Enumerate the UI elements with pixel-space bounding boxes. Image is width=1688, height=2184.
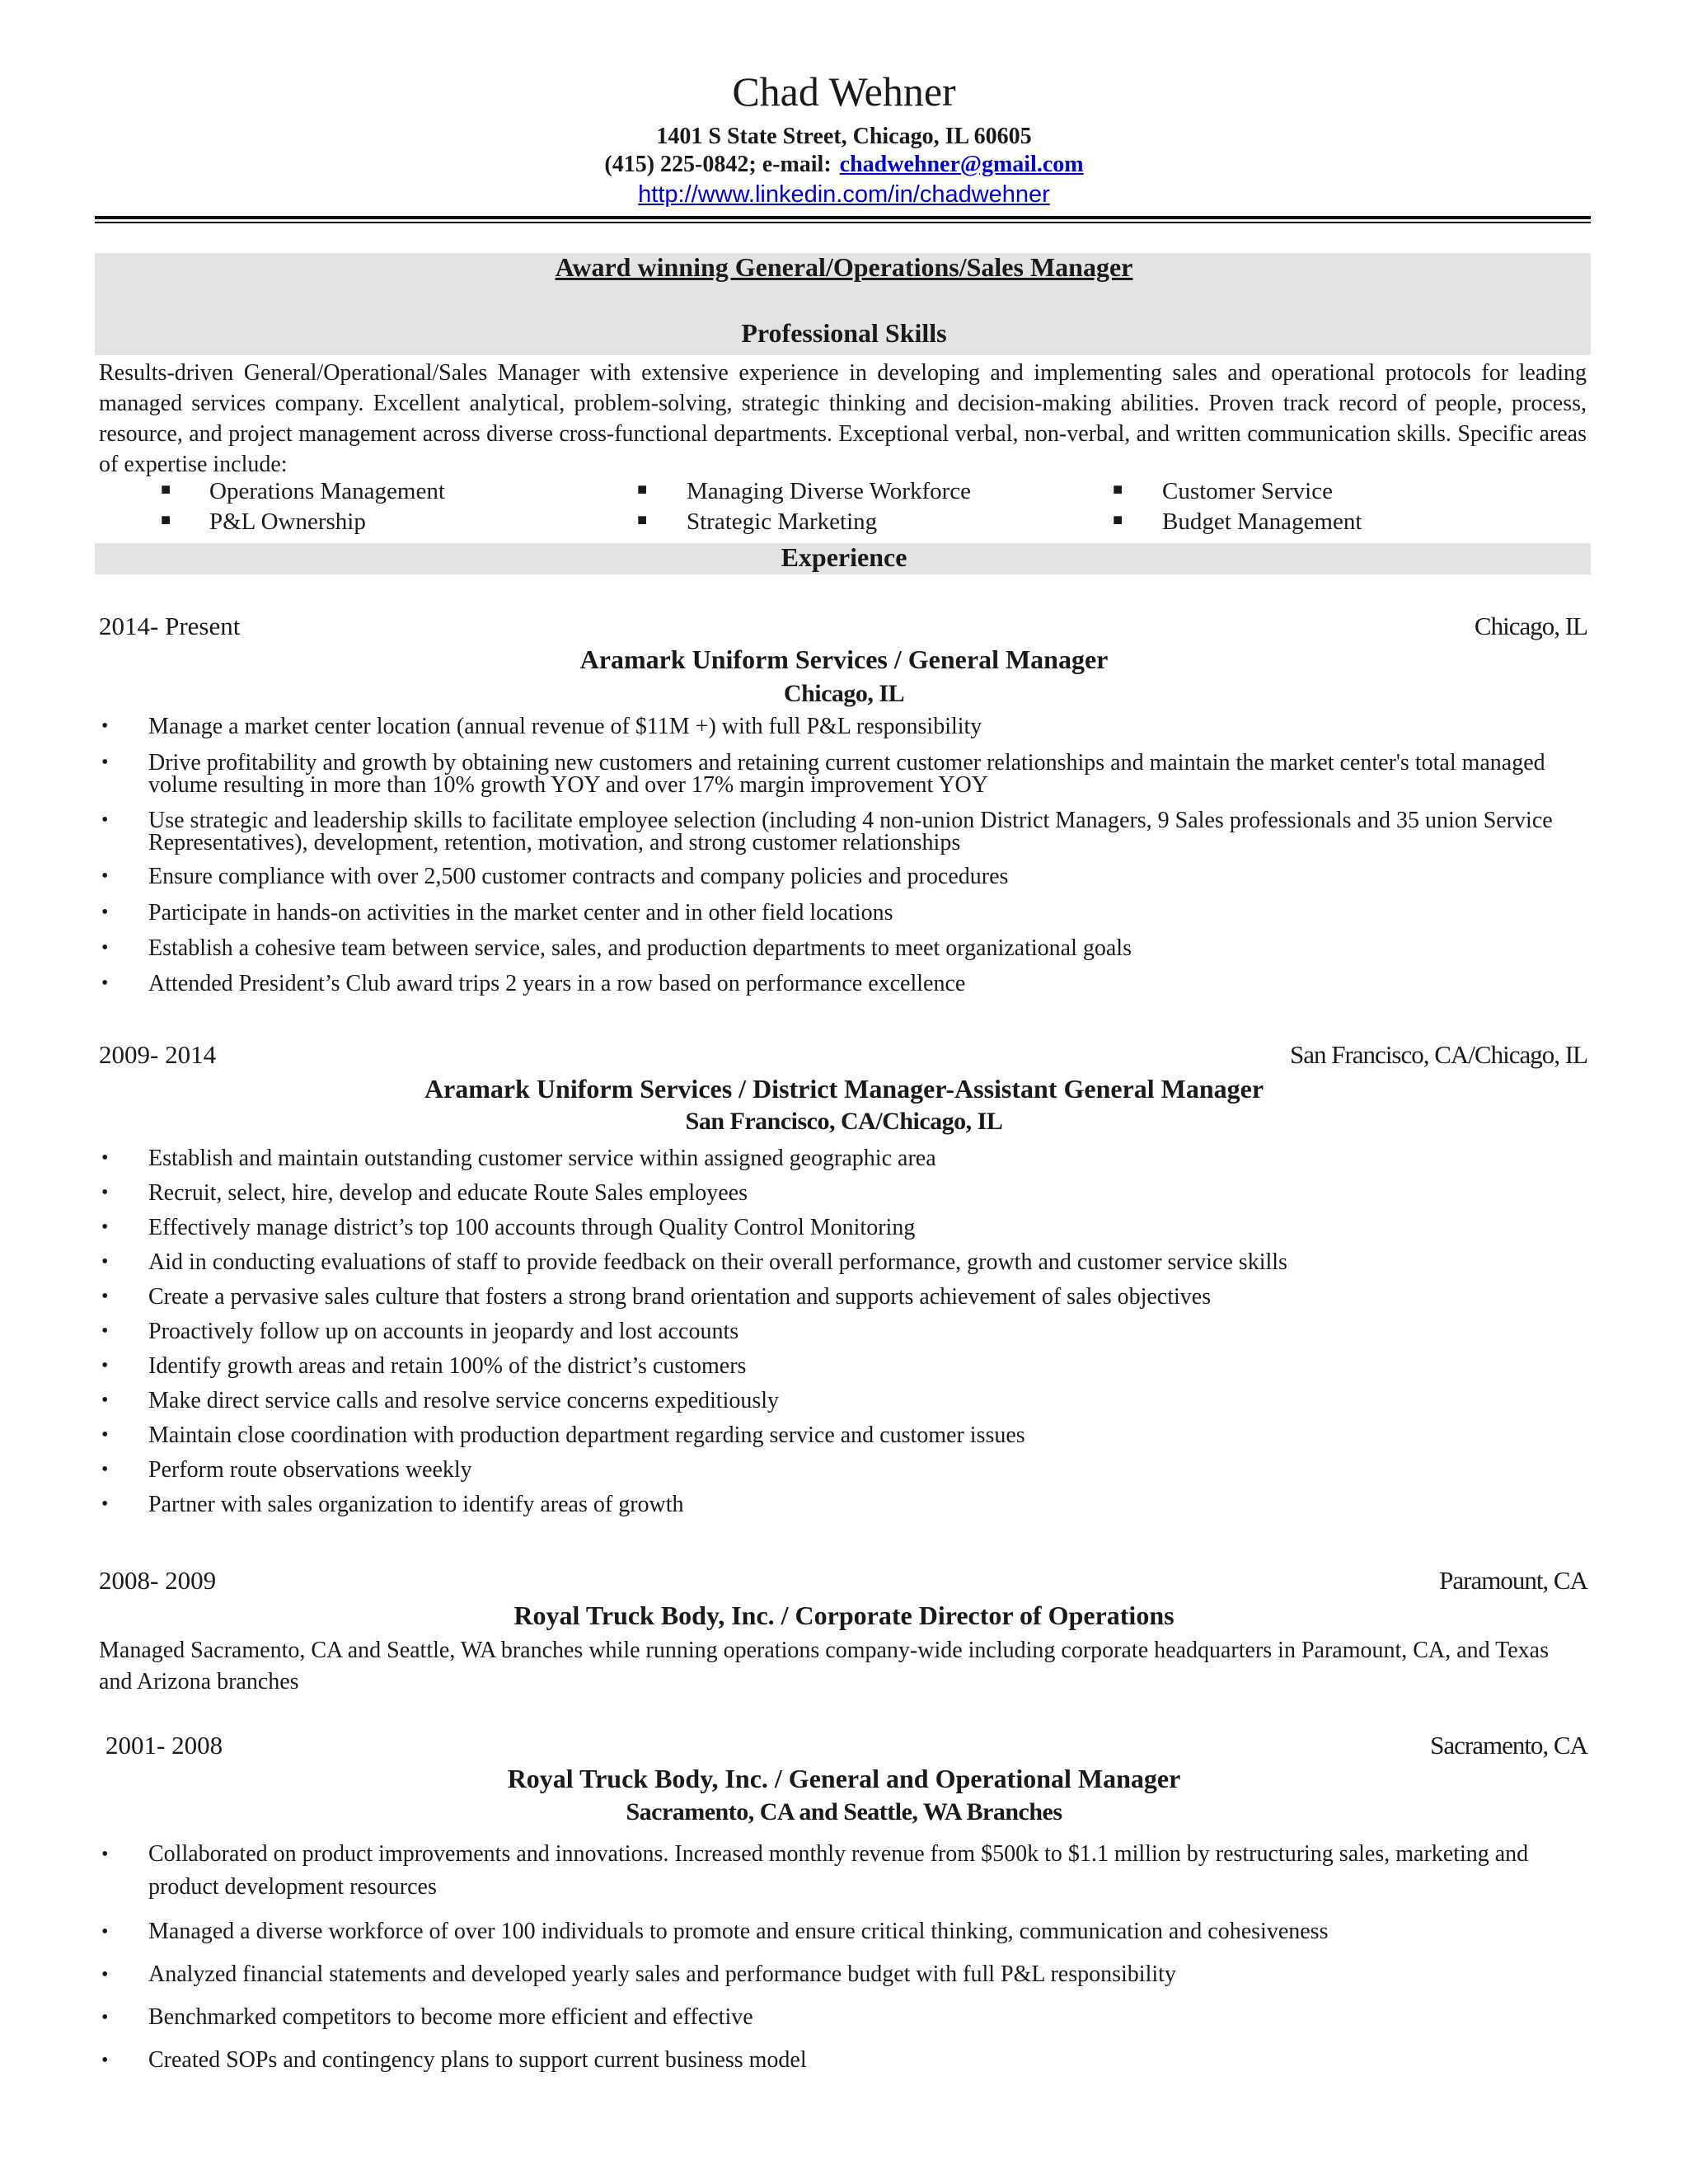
list-item: • Managed a diverse workforce of over 100 individuals to promote and ensure critical thinking, communication and cohesiveness xyxy=(148,1915,1587,1948)
job-location: Paramount, CA xyxy=(1439,1566,1587,1595)
phone: (415) 225-0842; e-mail: xyxy=(604,152,832,177)
list-item: • Perform route observations weekly xyxy=(101,1457,472,1483)
skills-section-title: Professional Skills xyxy=(741,318,947,348)
square-bullet-icon: ■ xyxy=(161,511,171,529)
bullet-icon: • xyxy=(101,865,109,887)
bullet-icon: • xyxy=(101,1459,109,1480)
job-location: Chicago, IL xyxy=(1474,612,1587,640)
list-item: • Collaborated on product improvements and innovations. Increased monthly revenue from $500k to $1.1 million by restructuring sales, marketing and product development resources xyxy=(148,1838,1587,1904)
list-item: • Proactively follow up on accounts in jeopardy and lost accounts xyxy=(101,1319,739,1344)
job-dates: 2001- 2008 xyxy=(106,1731,223,1760)
bullet-icon: • xyxy=(101,1355,109,1376)
email-link[interactable]: chadwehner@gmail.com xyxy=(839,152,1084,177)
job-location: San Francisco, CA/Chicago, IL xyxy=(1289,1040,1587,1069)
bullet-icon: • xyxy=(101,1320,109,1342)
bullet-icon: • xyxy=(101,1844,109,1865)
square-bullet-icon: ■ xyxy=(637,480,648,499)
list-item: • Effectively manage district’s top 100 accounts through Quality Control Monitoring xyxy=(101,1215,916,1240)
list-item: • Maintain close coordination with production department regarding service and customer issues xyxy=(101,1422,1025,1448)
list-item: • Benchmarked competitors to become more efficient and effective xyxy=(148,2001,1587,2034)
bullet-icon: • xyxy=(101,1286,109,1307)
bullet-icon: • xyxy=(101,1216,109,1238)
list-item: • Drive profitability and growth by obtaining new customers and retaining current customer relationships and maintain the market center's total managed volume resulting in more than 10% growth YOY and over 17% margin improvement YOY xyxy=(101,750,1545,798)
list-item: • Create a pervasive sales culture that fosters a strong brand orientation and supports achievement of sales objectives xyxy=(101,1284,1212,1310)
bullet-icon: • xyxy=(101,1390,109,1411)
candidate-name: Chad Wehner xyxy=(732,68,956,115)
list-item: • Aid in conducting evaluations of staff to provide feedback on their overall performance, growth and customer service skills xyxy=(101,1249,1287,1275)
skill-item: Customer Service xyxy=(1162,478,1333,504)
skill-item: Managing Diverse Workforce xyxy=(687,478,972,504)
linkedin-link[interactable]: http://www.linkedin.com/in/chadwehner xyxy=(638,181,1050,208)
bullet-icon: • xyxy=(101,1251,109,1272)
list-item: • Identify growth areas and retain 100% of the district’s customers xyxy=(101,1353,747,1379)
bullet-icon: • xyxy=(101,2007,109,2028)
square-bullet-icon: ■ xyxy=(637,511,648,529)
list-item: • Attended President’s Club award trips 2 years in a row based on performance excellence xyxy=(101,971,966,996)
headline: Award winning General/Operations/Sales Manager xyxy=(555,252,1133,282)
square-bullet-icon: ■ xyxy=(161,480,171,499)
bullet-icon: • xyxy=(101,902,109,923)
list-item: • Use strategic and leadership skills to facilitate employee selection (including 4 non-union District Managers, 9 Sales professionals and 35 union Service Representatives), development, retention, motivation, and strong customer relationships xyxy=(101,808,1553,855)
bullet-icon: • xyxy=(101,1424,109,1446)
job-location: Sacramento, CA xyxy=(1430,1731,1587,1760)
address: 1401 S State Street, Chicago, IL 60605 xyxy=(656,124,1032,149)
job-title: Aramark Uniform Services / General Manager xyxy=(579,644,1109,674)
skill-item: Budget Management xyxy=(1162,509,1362,535)
job-description: Managed Sacramento, CA and Seattle, WA branches while running operations company-wide including corporate headquarters in Paramount, CA, and Texas and Arizona branches xyxy=(99,1638,1549,1694)
skill-item: Strategic Marketing xyxy=(687,509,878,535)
bullet-icon: • xyxy=(101,2050,109,2071)
bullet-icon: • xyxy=(101,1921,109,1943)
list-item: • Recruit, select, hire, develop and educate Route Sales employees xyxy=(101,1180,748,1206)
job-title: Royal Truck Body, Inc. / General and Operational Manager xyxy=(507,1764,1181,1793)
job-title: Royal Truck Body, Inc. / Corporate Director of Operations xyxy=(513,1601,1175,1630)
list-item: • Analyzed financial statements and developed yearly sales and performance budget with full P&L responsibility xyxy=(148,1958,1587,1991)
job-dates: 2009- 2014 xyxy=(99,1040,217,1069)
list-item: • Make direct service calls and resolve service concerns expeditiously xyxy=(101,1388,780,1413)
job-subtitle: Sacramento, CA and Seattle, WA Branches xyxy=(626,1798,1062,1825)
header-rule-thin xyxy=(95,222,1591,223)
list-item: • Manage a market center location (annual revenue of $11M +) with full P&L responsibility xyxy=(101,714,982,739)
job-subtitle: San Francisco, CA/Chicago, IL xyxy=(685,1108,1003,1135)
skill-item: Operations Management xyxy=(209,478,445,504)
job-dates: 2014- Present xyxy=(99,612,241,640)
square-bullet-icon: ■ xyxy=(1113,511,1123,529)
list-item: • Created SOPs and contingency plans to support current business model xyxy=(148,2044,1587,2077)
list-item: • Participate in hands-on activities in the market center and in other field locations xyxy=(101,900,893,926)
bullet-icon: • xyxy=(101,752,109,773)
list-item: • Ensure compliance with over 2,500 customer contracts and company policies and procedures xyxy=(101,864,1009,889)
job-subtitle: Chicago, IL xyxy=(783,680,905,707)
list-item: • Establish and maintain outstanding customer service within assigned geographic area xyxy=(101,1146,936,1171)
bullet-icon: • xyxy=(101,1147,109,1169)
square-bullet-icon: ■ xyxy=(1113,480,1123,499)
bullet-icon: • xyxy=(101,809,109,831)
bullet-icon: • xyxy=(101,715,109,737)
header-rule-thick xyxy=(95,216,1591,219)
bullet-icon: • xyxy=(101,1964,109,1985)
skills-summary: Results-driven General/Operational/Sales Manager with extensive experience in developing and implementing sales and operational protocols for leading managed services company. Excellent analytical, problem-solving, strategic thinking and decision-making abilities. Proven track record of people, process, resource, and project management across diverse cross-functional departments. Exceptional verbal, non-verbal, and written communication skills. Specific areas of expertise include: xyxy=(99,360,1587,477)
skill-item: P&L Ownership xyxy=(209,509,366,535)
bullet-icon: • xyxy=(101,1182,109,1203)
contact-line xyxy=(0,152,1688,178)
job-title: Aramark Uniform Services / District Manager-Assistant General Manager xyxy=(424,1074,1264,1104)
bullet-icon: • xyxy=(101,1493,109,1515)
job-dates: 2008- 2009 xyxy=(99,1566,217,1595)
bullet-icon: • xyxy=(101,937,109,958)
bullet-icon: • xyxy=(101,972,109,994)
list-item: • Partner with sales organization to identify areas of growth xyxy=(101,1492,684,1517)
list-item: • Establish a cohesive team between service, sales, and production departments to meet organizational goals xyxy=(101,935,1132,961)
experience-section-title: Experience xyxy=(781,542,907,572)
